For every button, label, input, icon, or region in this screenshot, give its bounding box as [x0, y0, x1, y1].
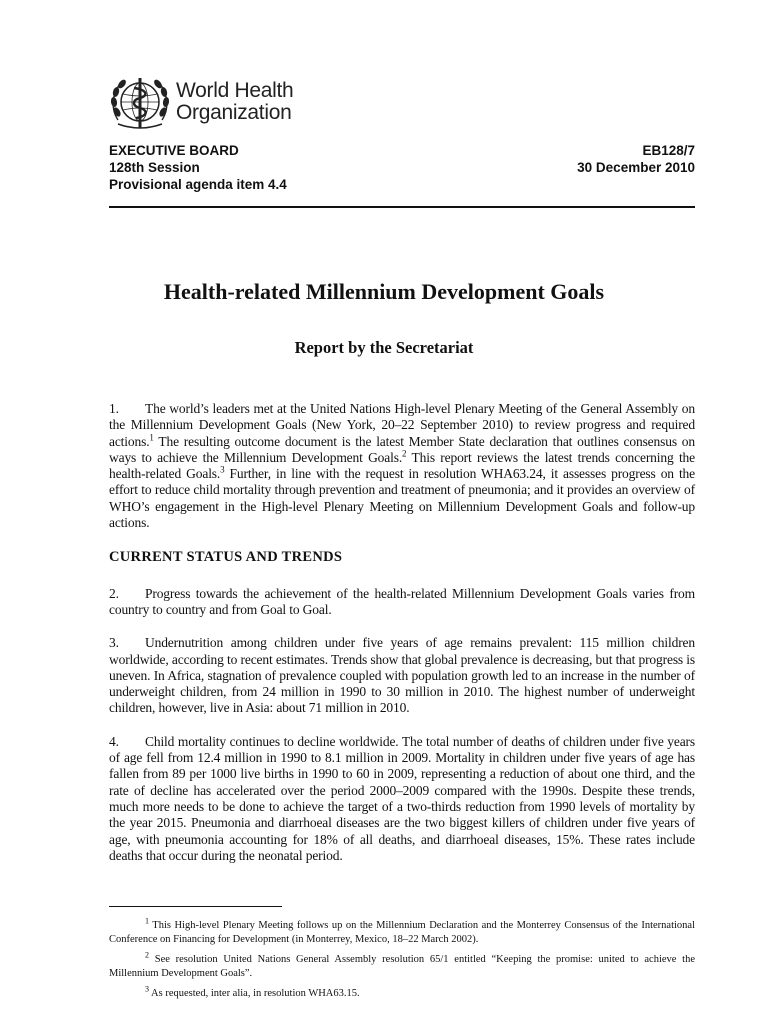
footnote-ref[interactable]: 3 [220, 464, 225, 475]
session-label: 128th Session [109, 160, 200, 175]
org-name-line2: Organization [176, 101, 292, 124]
agenda-label: Provisional agenda item 4.4 [109, 177, 287, 192]
footnote-2 [109, 950, 695, 980]
document-title: Health-related Millennium Development Goals [163, 279, 605, 304]
paragraph-1 [109, 401, 695, 531]
paragraph-text: This report reviews the latest trends concerning the health-related Goals. [109, 449, 695, 482]
paragraph-text: Further, in line with the request in resolution WHA63.24, it assesses progress on the effort to reduce child mortality through prevention and treatment of pneumonia; and it provides an overview of WHO’s engagement in the High-level Plenary Meeting on Millennium Development Goals and follow-up actions. [109, 466, 695, 531]
meta-left [109, 142, 287, 193]
paragraph-text: The world’s leaders met at the United Nations High-level Plenary Meeting of the General Assembly on the Millennium Development Goals (New York, 20–22 September 2010) to review progress and required actions. [109, 401, 695, 449]
paragraph-text: Child mortality continues to decline worldwide. The total number of deaths of children under five years of age fell from 12.4 million in 1990 to 8.1 million in 2009. Mortality in children under five years of age has fallen from 89 per 1000 live births in 1990 to 60 in 2009, representing a reduction of about one third, and the rate of decline has accelerated over the period 2000–2009 compared with the 1990s. Despite these trends, much more needs to be done to achieve the target of a two-thirds reduction from 1990 levels of mortality by the year 2015. Pneumonia and diarrhoeal diseases are the two biggest killers of children under five years of age, with pneumonia accounting for 18% of all deaths, and diarrhoeal diseases, 15%. These rates include deaths that occur during the neonatal period. [109, 733, 695, 863]
paragraph-number: 4. [109, 733, 119, 749]
org-name-line1: World Health [176, 79, 294, 102]
document-subtitle: Report by the Secretariat [294, 338, 474, 357]
paragraph-text: The resulting outcome document is the latest Member State declaration that outlines consensus on ways to achieve the Millennium Development Goals. [109, 433, 695, 465]
paragraph-number: 1. [109, 401, 119, 416]
board-label: EXECUTIVE BOARD [109, 143, 239, 158]
footnote-divider [109, 906, 282, 907]
footnotes [109, 916, 695, 1008]
paragraph-number: 3. [109, 635, 119, 651]
footnote-text: This High-level Plenary Meeting follows up on the Millennium Declaration and the Monterrey Consensus of the International Conference on Financing for Development (in Monterrey, Mexico, 18–22 March 2002). [109, 920, 695, 945]
paragraph-4 [109, 734, 695, 864]
organization-name [176, 80, 293, 124]
footnote-text: As requested, inter alia, in resolution WHA63.15. [149, 988, 360, 999]
section-heading: CURRENT STATUS AND TRENDS [109, 549, 343, 566]
footnote-mark: 3 [145, 984, 149, 994]
paragraph-text: Progress towards the achievement of the health-related Millennium Development Goals varies from country to country and from Goal to Goal. [109, 585, 695, 617]
footnote-ref[interactable]: 2 [402, 448, 407, 459]
paragraph-number: 2. [109, 585, 119, 601]
footnote-1 [109, 916, 695, 946]
document-body [109, 401, 695, 881]
header-divider [109, 206, 695, 208]
footnote-ref[interactable]: 1 [149, 432, 154, 443]
footnote-3 [109, 984, 695, 1001]
who-logo [108, 70, 293, 134]
document-number: EB128/7 [642, 143, 695, 158]
document-date: 30 December 2010 [577, 160, 695, 175]
meta-right [577, 142, 695, 176]
who-emblem-icon [108, 70, 172, 134]
footnote-text: See resolution United Nations General Assembly resolution 65/1 entitled “Keeping the promise: united to achieve the Millennium Development Goals”. [109, 954, 695, 979]
paragraph-3 [109, 635, 695, 716]
footnote-mark: 2 [145, 950, 149, 960]
paragraph-text: Undernutrition among children under five years of age remains prevalent: 115 million children worldwide, according to recent estimates. Trends show that global prevalence is decreasing, but that progress is uneven. In Africa, stagnation of prevalence coupled with population growth led to an increase in the number of underweight children, from 24 million in 1990 to 30 million in 2010. The highest number of underweight children, however, live in Asia: about 71 million in 2010. [109, 635, 695, 716]
footnote-mark: 1 [145, 916, 149, 926]
paragraph-2 [109, 586, 695, 619]
